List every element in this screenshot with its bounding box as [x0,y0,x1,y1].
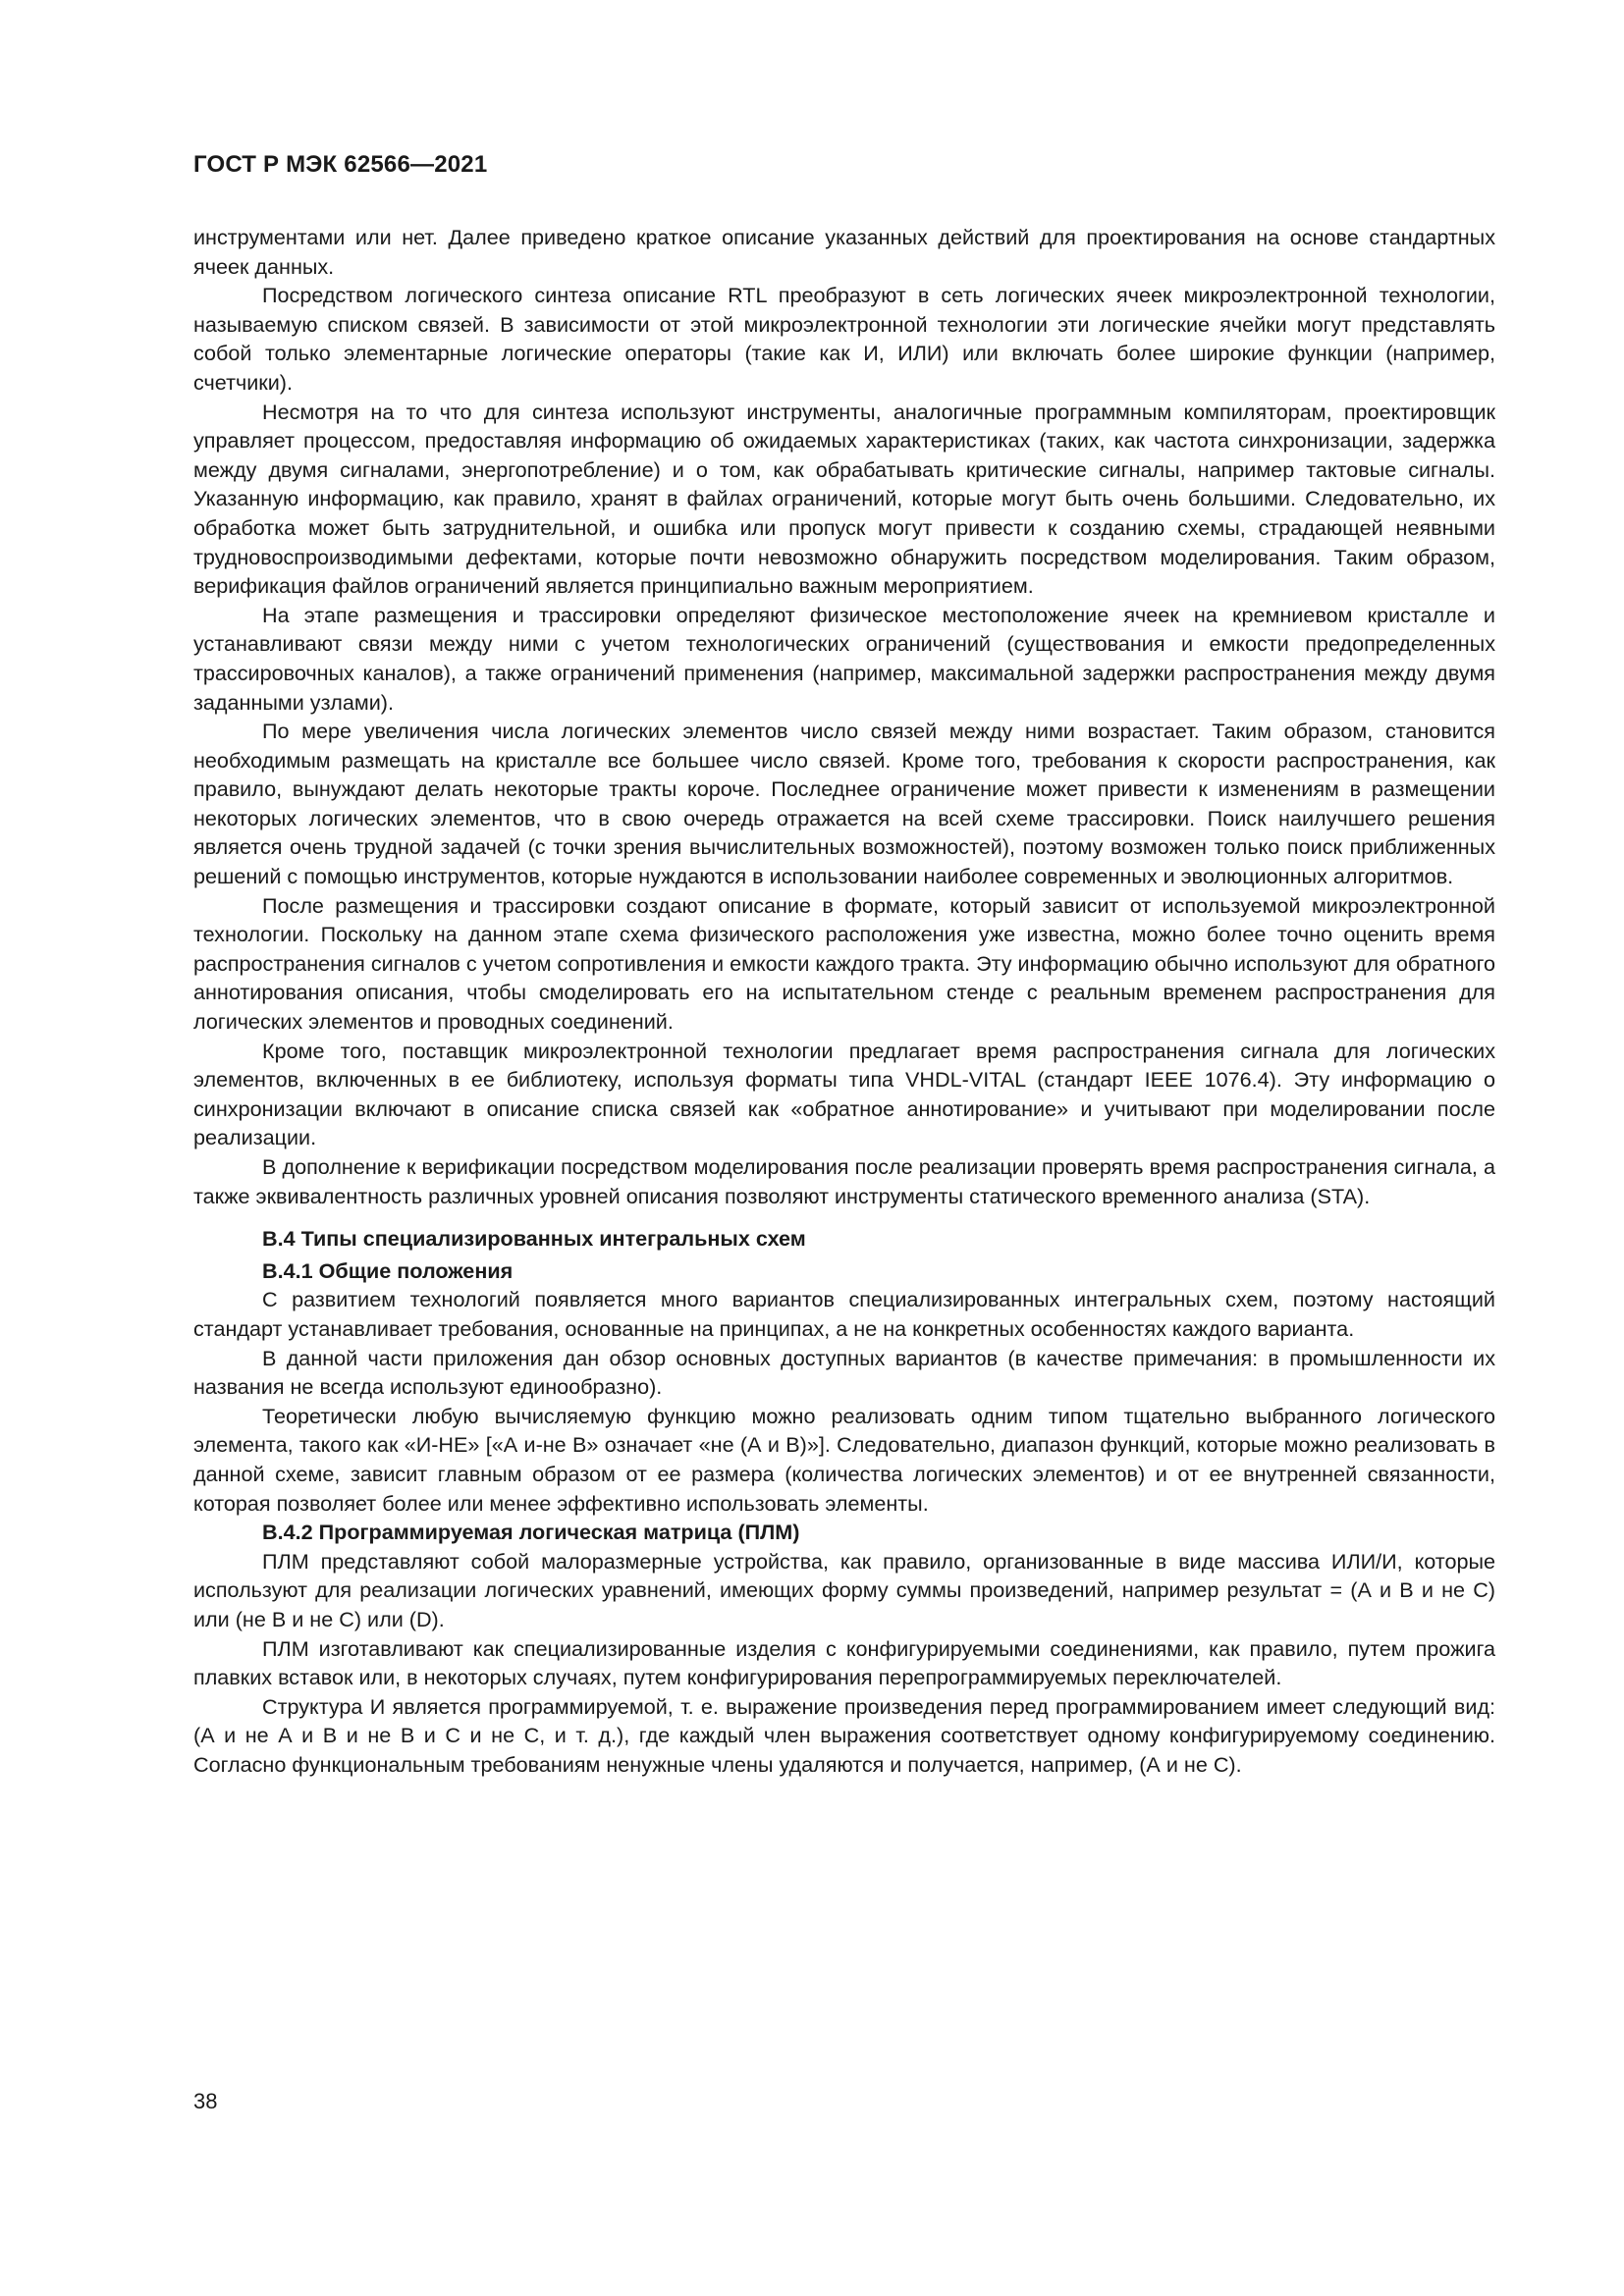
paragraph: ПЛМ изготавливают как специализированные изделия с конфигурируемыми соединениями, как правило, путем прожига плавких вставок или, в некоторых случаях, путем конфигурирования перепрограммируемых переключателей. [193,1635,1495,1690]
page-body [193,223,1495,1779]
paragraph: Теоретически любую вычисляемую функцию можно реализовать одним типом тщательно выбранного логического элемента, такого как «И-НЕ» [«А и-не В» означает «не (А и В)»]. Следовательно, диапазон функций, которые можно реализовать в данной схеме, зависит главным образом от ее размера (количества логических элементов) и от ее внутренней связанности, которая позволяет более или менее эффективно использовать элементы. [193,1403,1495,1516]
paragraph: В данной части приложения дан обзор основных доступных вариантов (в качестве примечания: в промышленности их названия не всегда используют единообразно). [193,1345,1495,1400]
paragraph-continuation: инструментами или нет. Далее приведено краткое описание указанных действий для проектирования на основе стандартных ячеек данных. [193,225,1495,279]
paragraph: Кроме того, поставщик микроэлектронной технологии предлагает время распространения сигнала для логических элементов, включенных в ее библиотеку, используя форматы типа VHDL-VITAL (стандарт IEEE 1076.4). Эту информацию о синхронизации включают в описание списка связей как «обратное аннотирование» и учитывают при моделировании после реализации. [193,1038,1495,1150]
section-heading-b42: В.4.2 Программируемая логическая матрица (ПЛМ) [262,1520,800,1545]
paragraph: После размещения и трассировки создают описание в формате, который зависит от используемой микроэлектронной технологии. Поскольку на данном этапе схема физического расположения уже известна, можно более точно оценить время распространения сигналов с учетом сопротивления и емкости каждого тракта. Эту информацию обычно используют для обратного аннотирования описания, чтобы смоделировать его на испытательном стенде с реальным временем распространения для логических элементов и проводных соединений. [193,892,1495,1035]
document-header: ГОСТ Р МЭК 62566—2021 [193,151,488,178]
paragraph: На этапе размещения и трассировки определяют физическое местоположение ячеек на кремниевом кристалле и устанавливают связи между ними с учетом технологических ограничений (существования и емкости предопределенных трассировочных каналов), а также ограничений применения (например, максимальной задержки распространения между двумя заданными узлами). [193,602,1495,715]
paragraph: С развитием технологий появляется много вариантов специализированных интегральных схем, поэтому настоящий стандарт устанавливает требования, основанные на принципах, а не на конкретных особенностях каждого варианта. [193,1287,1495,1341]
paragraph: Посредством логического синтеза описание RTL преобразуют в сеть логических ячеек микроэлектронной технологии, называемую списком связей. В зависимости от этой микроэлектронной технологии эти логические ячейки могут представлять собой только элементарные логические операторы (такие как И, ИЛИ) или включать более широкие функции (например, счетчики). [193,283,1495,395]
paragraph: Структура И является программируемой, т. е. выражение произведения перед программированием имеет следующий вид: (А и не А и В и не В и С и не С, и т. д.), где каждый член выражения соответствует одному конфигурируемому соединению. Согласно функциональным требованиям ненужные члены удаляются и получается, например, (А и не С). [193,1693,1495,1777]
paragraph: Несмотря на то что для синтеза используют инструменты, аналогичные программным компиляторам, проектировщик управляет процессом, предоставляя информацию об ожидаемых характеристиках (таких, как частота синхронизации, задержка между двумя сигналами, энергопотребление) и о том, как обрабатывать критические сигналы, например тактовые сигналы. Указанную информацию, как правило, хранят в файлах ограничений, которые могут быть очень большими. Следовательно, их обработка может быть затруднительной, и ошибка или пропуск могут привести к созданию схемы, страдающей неявными трудновоспроизводимыми дефектами, которые почти невозможно обнаружить посредством моделирования. Таким образом, верификация файлов ограничений является принципиально важным мероприятием. [193,399,1495,599]
section-heading-b41: В.4.1 Общие положения [262,1257,514,1283]
paragraph: По мере увеличения числа логических элементов число связей между ними возрастает. Таким образом, становится необходимым размещать на кристалле все большее число связей. Кроме того, требования к скорости распространения, как правило, вынуждают делать некоторые тракты короче. Последнее ограничение может привести к изменениям в размещении некоторых логических элементов, что в свою очередь отражается на всей схеме трассировки. Поиск наилучшего решения является очень трудной задачей (с точки зрения вычислительных возможностей), поэтому возможен только поиск приближенных решений с помощью инструментов, которые нуждаются в использовании наиболее современных и эволюционных алгоритмов. [193,719,1495,889]
page-number: 38 [193,2089,218,2113]
paragraph: В дополнение к верификации посредством моделирования после реализации проверять время распространения сигнала, а также эквивалентность различных уровней описания позволяют инструменты статического временного анализа (STA). [193,1154,1495,1208]
paragraph: ПЛМ представляют собой малоразмерные устройства, как правило, организованные в виде массива ИЛИ/И, которые используют для реализации логических уравнений, имеющих форму суммы произведений, например результат = (А и В и не С) или (не В и не С) или (D). [193,1548,1495,1631]
section-heading-b4: В.4 Типы специализированных интегральных схем [262,1226,806,1252]
